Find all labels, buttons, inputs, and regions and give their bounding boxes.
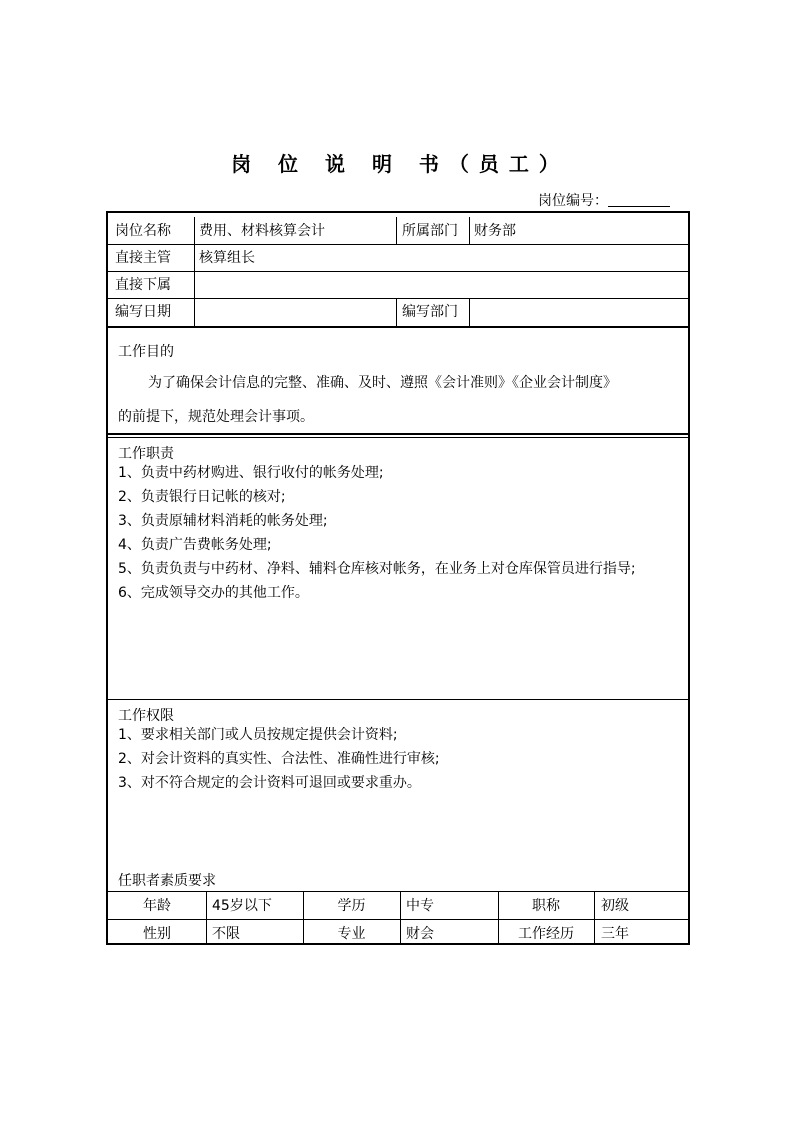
- age-value: 45岁以下: [212, 898, 272, 914]
- position-code-blank[interactable]: [608, 192, 670, 207]
- supervisor-value[interactable]: 核算组长: [199, 250, 255, 266]
- gender-value: 不限: [212, 926, 240, 942]
- duties-title: 工作职责: [118, 446, 174, 462]
- position-code-label: 岗位编号：: [538, 193, 608, 209]
- divider: [194, 217, 195, 326]
- divider: [594, 891, 595, 943]
- gender-label: 性别: [143, 926, 171, 942]
- duties-list: [118, 461, 688, 605]
- supervisor-label: 直接主管: [115, 250, 171, 266]
- qualifications-title: 任职者素质要求: [118, 873, 216, 889]
- divider: [108, 298, 688, 299]
- title-label: 职称: [532, 898, 560, 914]
- major-value: 财会: [406, 926, 434, 942]
- list-item: 3、负责原辅材料消耗的帐务处理;: [118, 513, 328, 529]
- list-item: 1、负责中药材购进、银行收付的帐务处理;: [118, 465, 384, 481]
- experience-value: 三年: [601, 926, 629, 942]
- purpose-line1: 为了确保会计信息的完整、准确、及时、遵照《会计准则》《企业会计制度》: [148, 375, 617, 391]
- position-code: [538, 190, 670, 210]
- divider: [108, 244, 688, 245]
- job-description-form: [106, 211, 690, 945]
- purpose-line2: 的前提下，规范处理会计事项。: [118, 409, 314, 425]
- list-item: 2、对会计资料的真实性、合法性、准确性进行审核;: [118, 751, 440, 767]
- write-dept-label: 编写部门: [402, 304, 458, 320]
- divider: [108, 919, 688, 920]
- list-item: 6、完成领导交办的其他工作。: [118, 585, 309, 601]
- divider: [400, 891, 401, 943]
- position-name-label: 岗位名称: [115, 223, 171, 239]
- list-item: 2、负责银行日记帐的核对;: [118, 489, 286, 505]
- divider: [469, 298, 470, 326]
- divider: [206, 891, 207, 943]
- divider: [108, 437, 688, 438]
- authority-title: 工作权限: [118, 708, 174, 724]
- list-item: 3、对不符合规定的会计资料可退回或要求重办。: [118, 775, 421, 791]
- title-value: 初级: [601, 898, 629, 914]
- department-label: 所属部门: [402, 223, 458, 239]
- education-label: 学历: [337, 898, 366, 914]
- divider: [108, 271, 688, 272]
- divider: [396, 217, 397, 244]
- subordinate-label: 直接下属: [115, 277, 171, 293]
- major-label: 专业: [337, 926, 366, 942]
- divider: [108, 326, 688, 328]
- divider: [396, 298, 397, 326]
- purpose-title: 工作目的: [118, 344, 174, 360]
- divider: [108, 891, 688, 892]
- education-value: 中专: [406, 898, 434, 914]
- authority-list: [118, 723, 688, 795]
- write-date-label: 编写日期: [115, 304, 171, 320]
- age-label: 年龄: [143, 898, 171, 914]
- document-title: 岗 位 说 明 书（员工）: [231, 152, 569, 176]
- list-item: 1、要求相关部门或人员按规定提供会计资料;: [118, 727, 398, 743]
- position-name-value[interactable]: 费用、材料核算会计: [199, 223, 325, 239]
- list-item: 5、负责负责与中药材、净料、辅料仓库核对帐务，在业务上对仓库保管员进行指导;: [118, 561, 636, 577]
- list-item: 4、负责广告费帐务处理;: [118, 537, 272, 553]
- department-value[interactable]: 财务部: [474, 223, 516, 239]
- experience-label: 工作经历: [518, 926, 574, 942]
- divider: [108, 699, 688, 700]
- divider: [108, 433, 688, 435]
- divider: [469, 217, 470, 244]
